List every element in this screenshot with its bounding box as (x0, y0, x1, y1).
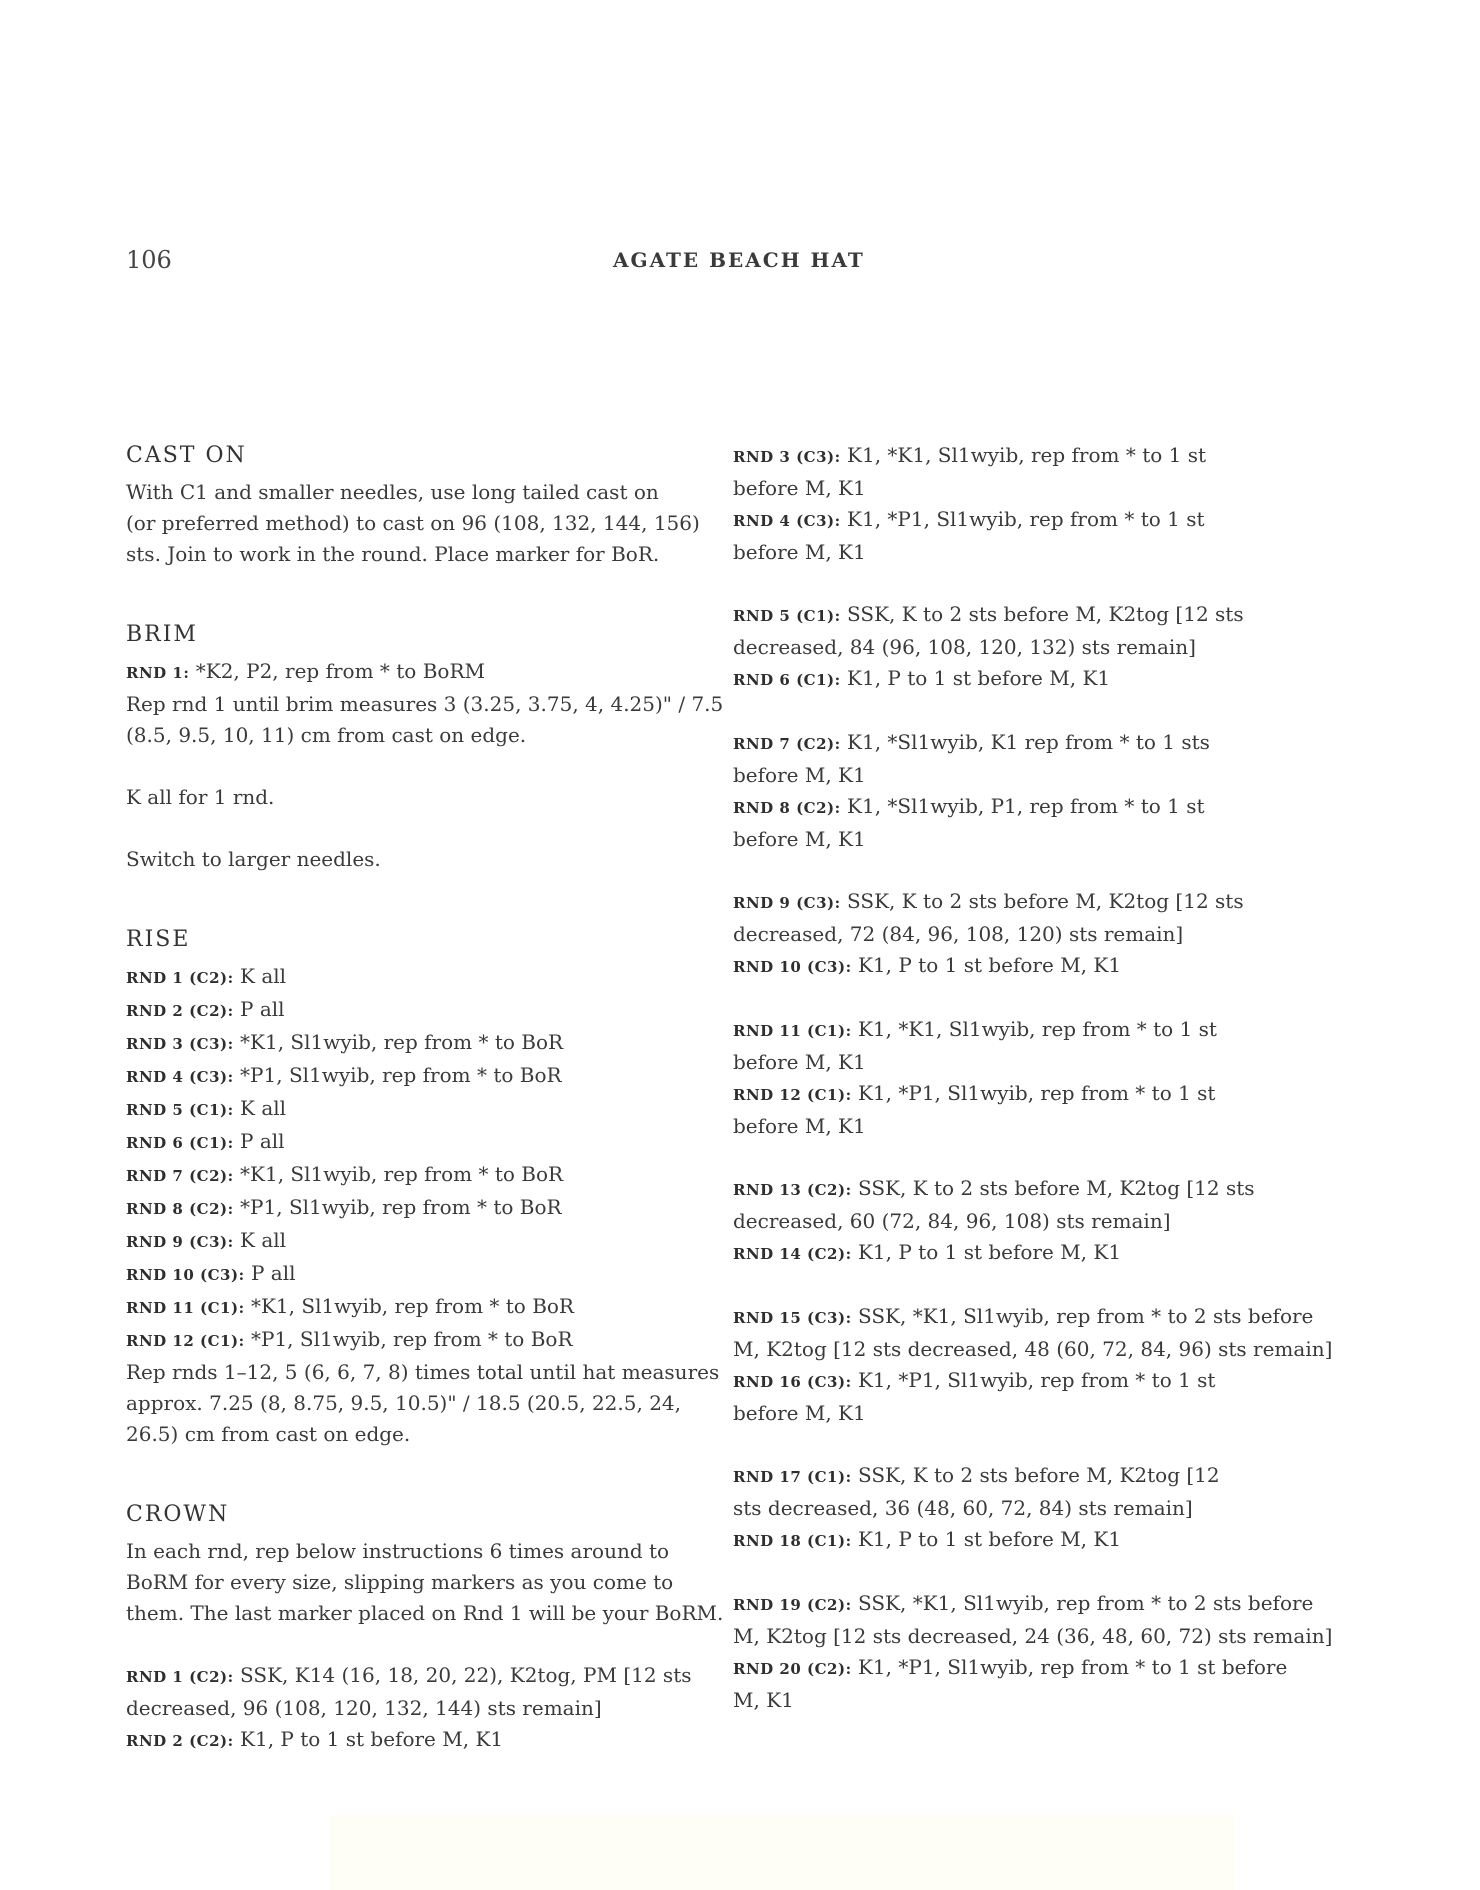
instruction-row (733, 1652, 1353, 1685)
row-label: RND 6 (C1): (733, 671, 841, 689)
row-label: RND 18 (C1): (733, 1532, 852, 1550)
crown-section (126, 1499, 724, 1757)
text-line: M, K2tog [12 sts decreased, 48 (60, 72, 84, 96) sts remain] (733, 1337, 1333, 1361)
text-line: sts decreased, 36 (48, 60, 72, 84) sts remain] (733, 1496, 1193, 1520)
cast-on-heading: CAST ON (126, 443, 247, 468)
text-line: decreased, 72 (84, 96, 108, 120) sts remain] (733, 922, 1184, 946)
row-text: K all (233, 1228, 287, 1252)
row-text: *P1, Sl1wyib, rep from * to BoR (233, 1063, 562, 1087)
rise-rows (126, 961, 696, 1357)
row-text: SSK, *K1, Sl1wyib, rep from * to 2 sts before (851, 1304, 1314, 1328)
row-label: RND 17 (C1): (733, 1468, 852, 1486)
brim-section (126, 619, 724, 875)
row-label: RND 5 (C1): (126, 1101, 234, 1119)
instruction-group (733, 1301, 1353, 1429)
instruction-row (126, 1724, 696, 1757)
footer-band (330, 1815, 1235, 1890)
row-label: RND 2 (C2): (126, 1002, 234, 1020)
instruction-row (126, 1258, 696, 1291)
text-line: before M, K1 (733, 763, 866, 787)
instruction-row (126, 1126, 696, 1159)
instruction-row (733, 1301, 1353, 1334)
instruction-row (126, 1060, 696, 1093)
text-line: (8.5, 9.5, 10, 11) cm from cast on edge. (126, 723, 527, 747)
instruction-row (126, 961, 696, 994)
text-line: before M, K1 (733, 1401, 866, 1425)
row-label: RND 19 (C2): (733, 1596, 852, 1614)
row-text: K1, *K1, Sl1wyib, rep from * to 1 st (840, 443, 1207, 467)
instruction-row (733, 1460, 1353, 1493)
text-line: decreased, 84 (96, 108, 120, 132) sts remain] (733, 635, 1196, 659)
text-line: Switch to larger needles. (126, 847, 381, 871)
rise-heading: RISE (126, 927, 191, 952)
instruction-group (733, 1588, 1353, 1716)
text-line: before M, K1 (733, 827, 866, 851)
instruction-row (733, 599, 1353, 632)
row-text: *K2, P2, rep from * to BoRM (189, 659, 485, 683)
instruction-row (126, 1291, 696, 1324)
row-text: SSK, K to 2 sts before M, K2tog [12 sts (840, 889, 1244, 913)
row-label: RND 10 (C3): (733, 958, 852, 976)
instruction-group (733, 727, 1353, 855)
text-line: them. The last marker placed on Rnd 1 will be your BoRM. (126, 1601, 724, 1625)
row-text: SSK, *K1, Sl1wyib, rep from * to 2 sts before (851, 1591, 1314, 1615)
row-label: RND 7 (C2): (733, 735, 841, 753)
row-label: RND 9 (C3): (126, 1233, 234, 1251)
row-label: RND 4 (C3): (733, 512, 841, 530)
instruction-row (126, 994, 696, 1027)
text-line: 26.5) cm from cast on edge. (126, 1422, 411, 1446)
text-line: BoRM for every size, slipping markers as you come to (126, 1570, 674, 1594)
row-label: RND 9 (C3): (733, 894, 841, 912)
row-text: K1, *P1, Sl1wyib, rep from * to 1 st (851, 1081, 1216, 1105)
row-text: K1, *K1, Sl1wyib, rep from * to 1 st (851, 1017, 1217, 1041)
text-line: before M, K1 (733, 476, 866, 500)
instruction-row (733, 1014, 1353, 1047)
instruction-row (733, 440, 1353, 473)
row-label: RND 8 (C2): (733, 799, 841, 817)
text-line: Rep rnd 1 until brim measures 3 (3.25, 3.75, 4, 4.25)" / 7.5 (126, 692, 724, 716)
row-text: P all (233, 997, 285, 1021)
instruction-row (733, 791, 1353, 824)
text-line: (or preferred method) to cast on 96 (108, 132, 144, 156) (126, 511, 700, 535)
row-label: RND 16 (C3): (733, 1373, 852, 1391)
instruction-row (733, 1237, 1353, 1270)
row-text: P all (233, 1129, 285, 1153)
row-label: RND 8 (C2): (126, 1200, 234, 1218)
row-text: K1, *Sl1wyib, P1, rep from * to 1 st (840, 794, 1205, 818)
instruction-group (733, 1460, 1353, 1557)
instruction-row (126, 656, 696, 689)
instruction-row (733, 727, 1353, 760)
text-line: M, K2tog [12 sts decreased, 24 (36, 48, 60, 72) sts remain] (733, 1624, 1333, 1648)
row-text: K1, *P1, Sl1wyib, rep from * to 1 st (840, 507, 1205, 531)
instruction-row (126, 1192, 696, 1225)
row-text: K1, P to 1 st before M, K1 (233, 1727, 504, 1751)
instruction-row (126, 1660, 696, 1693)
row-label: RND 1 (C2): (126, 969, 234, 987)
row-text: SSK, K to 2 sts before M, K2tog [12 sts (851, 1176, 1255, 1200)
row-label: RND 12 (C1): (733, 1086, 852, 1104)
cast-on-section (126, 440, 700, 570)
instruction-row (733, 1365, 1353, 1398)
page-title: AGATE BEACH HAT (613, 248, 865, 272)
text-line: M, K1 (733, 1688, 794, 1712)
row-label: RND 11 (C1): (733, 1022, 852, 1040)
row-text: *P1, Sl1wyib, rep from * to BoR (244, 1327, 573, 1351)
row-text: K1, P to 1 st before M, K1 (840, 666, 1111, 690)
row-text: *K1, Sl1wyib, rep from * to BoR (244, 1294, 574, 1318)
text-line: decreased, 60 (72, 84, 96, 108) sts remain] (733, 1209, 1171, 1233)
brim-heading: BRIM (126, 622, 198, 647)
text-line: sts. Join to work in the round. Place marker for BoR. (126, 542, 660, 566)
row-label: RND 1 (C2): (126, 1668, 234, 1686)
row-text: P all (244, 1261, 296, 1285)
row-text: SSK, K14 (16, 18, 20, 22), K2tog, PM [12 sts (233, 1663, 692, 1687)
row-text: K1, P to 1 st before M, K1 (851, 1527, 1122, 1551)
instruction-row (733, 1588, 1353, 1621)
instruction-row (126, 1225, 696, 1258)
row-label: RND 11 (C1): (126, 1299, 245, 1317)
row-label: RND 5 (C1): (733, 607, 841, 625)
instruction-row (733, 504, 1353, 537)
row-label: RND 4 (C3): (126, 1068, 234, 1086)
right-column (733, 440, 1353, 1747)
row-text: SSK, K to 2 sts before M, K2tog [12 sts (840, 602, 1244, 626)
text-line: decreased, 96 (108, 120, 132, 144) sts remain] (126, 1696, 602, 1720)
text-line: With C1 and smaller needles, use long tailed cast on (126, 480, 659, 504)
row-text: K1, *P1, Sl1wyib, rep from * to 1 st (851, 1368, 1216, 1392)
text-line: Rep rnds 1–12, 5 (6, 6, 7, 8) times total until hat measures (126, 1360, 720, 1384)
row-text: *K1, Sl1wyib, rep from * to BoR (233, 1030, 564, 1054)
crown-heading: CROWN (126, 1502, 230, 1527)
instruction-group (733, 1014, 1353, 1142)
row-label: RND 12 (C1): (126, 1332, 245, 1350)
row-text: *P1, Sl1wyib, rep from * to BoR (233, 1195, 562, 1219)
instruction-row (733, 1173, 1353, 1206)
instruction-row (733, 663, 1353, 696)
row-label: RND 7 (C2): (126, 1167, 234, 1185)
row-text: *K1, Sl1wyib, rep from * to BoR (233, 1162, 564, 1186)
instruction-row (126, 1324, 696, 1357)
text-line: before M, K1 (733, 1050, 866, 1074)
row-label: RND 1: (126, 664, 190, 682)
rise-section (126, 924, 720, 1450)
instruction-row (126, 1093, 696, 1126)
row-label: RND 10 (C3): (126, 1266, 245, 1284)
row-label: RND 2 (C2): (126, 1732, 234, 1750)
row-text: SSK, K to 2 sts before M, K2tog [12 (851, 1463, 1220, 1487)
row-label: RND 13 (C2): (733, 1181, 852, 1199)
instruction-row (126, 1027, 696, 1060)
row-text: K1, P to 1 st before M, K1 (851, 1240, 1122, 1264)
row-text: K all (233, 964, 287, 988)
instruction-group (733, 440, 1353, 568)
instruction-row (733, 886, 1353, 919)
instruction-group (733, 886, 1353, 983)
page-number: 106 (126, 246, 172, 274)
instruction-group (733, 599, 1353, 696)
row-label: RND 14 (C2): (733, 1245, 852, 1263)
row-label: RND 20 (C2): (733, 1660, 852, 1678)
row-label: RND 15 (C3): (733, 1309, 852, 1327)
left-column (126, 440, 724, 1806)
text-line: before M, K1 (733, 1114, 866, 1138)
text-line: before M, K1 (733, 540, 866, 564)
text-line: approx. 7.25 (8, 8.75, 9.5, 10.5)" / 18.5 (20.5, 22.5, 24, (126, 1391, 681, 1415)
instruction-row (733, 1078, 1353, 1111)
row-text: K1, P to 1 st before M, K1 (851, 953, 1122, 977)
row-text: K all (233, 1096, 287, 1120)
text-line: In each rnd, rep below instructions 6 times around to (126, 1539, 670, 1563)
row-label: RND 3 (C3): (126, 1035, 234, 1053)
row-text: K1, *Sl1wyib, K1 rep from * to 1 sts (840, 730, 1210, 754)
instruction-row (126, 1159, 696, 1192)
instruction-row (733, 950, 1353, 983)
row-label: RND 6 (C1): (126, 1134, 234, 1152)
text-line: K all for 1 rnd. (126, 785, 275, 809)
instruction-row (733, 1524, 1353, 1557)
instruction-group (733, 1173, 1353, 1270)
row-label: RND 3 (C3): (733, 448, 841, 466)
row-text: K1, *P1, Sl1wyib, rep from * to 1 st before (851, 1655, 1288, 1679)
